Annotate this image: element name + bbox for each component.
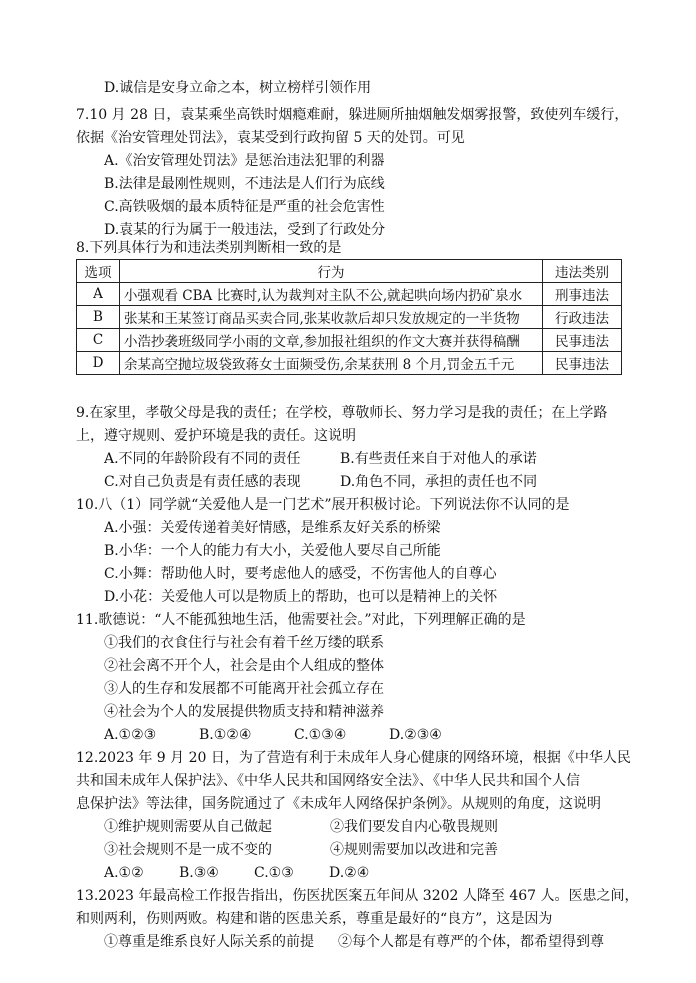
table-row [77, 283, 622, 306]
q12-stem-line2: 共和国未成年人保护法》、《中华人民共和国网络安全法》、《中华人民共和国个人信 [76, 773, 580, 789]
q12-stem-line3: 息保护法》等法律，国务院通过了《未成年人网络保护条例》。从规则的角度，这说明 [76, 796, 601, 812]
header-cell: 违法类别 [543, 260, 622, 283]
header-cell: 行为 [120, 260, 543, 283]
table-row [77, 329, 622, 352]
table-cell: 小浩抄袭班级同学小雨的文章,参加报社组织的作文大赛并获得稿酬 [120, 329, 543, 352]
table-cell: C [77, 329, 120, 352]
q12-options [104, 863, 404, 883]
q7-stem-line2: 依据《治安管理处罚法》，袁某受到行政拘留 5 天的处罚。可见 [76, 130, 465, 146]
q8-table [76, 259, 622, 375]
q11-option-b: B.①②④ [199, 727, 252, 743]
q12-option-b: B.③④ [179, 865, 219, 881]
q13-stem-line1: 13.2023 年最高检工作报告指出，伤医扰医案五年间从 3202 人降至 467 人。医患之间， [76, 888, 639, 904]
q9-option-c: C.对自己负责是有责任感的表现 [104, 474, 301, 490]
table-cell: A [77, 283, 120, 306]
q9-stem-line1: 9.在家里，孝敬父母是我的责任；在学校，尊敬师长、努力学习是我的责任；在上学路 [76, 405, 608, 421]
q12-statement-1: ①维护规则需要从自己做起 [104, 819, 272, 835]
q7-option-a: A.《治安管理处罚法》是惩治违法犯罪的利器 [104, 153, 385, 169]
q11-option-c: C.①③④ [294, 727, 347, 743]
q9-option-a: A.不同的年龄阶段有不同的责任 [104, 451, 301, 467]
table-cell: 民事违法 [543, 329, 622, 352]
q7-option-c: C.高铁吸烟的最本质特征是严重的社会危害性 [104, 199, 385, 215]
q11-statement-1: ①我们的衣食住行与社会有着千丝万缕的联系 [104, 635, 384, 651]
q13-statement-2: ②每个人都是有尊严的个体，都希望得到尊 [338, 934, 604, 950]
q11-stem: 11.歌德说：“人不能孤独地生活，他需要社会。”对此，下列理解正确的是 [76, 612, 526, 628]
q9-option-b: B.有些责任来自于对他人的承诺 [340, 451, 537, 467]
q11-statement-2: ②社会离不开个人，社会是由个人组成的整体 [104, 658, 384, 674]
q12-statement-2: ②我们要发自内心敬畏规则 [330, 819, 498, 835]
table-cell: 小强观看 CBA 比赛时,认为裁判对主队不公,就起哄向场内扔矿泉水 [120, 283, 543, 306]
q10-option-d: D.小花：关爱他人可以是物质上的帮助，也可以是精神上的关怀 [104, 589, 498, 605]
q12-option-d: D.②④ [329, 865, 370, 881]
q12-option-c: C.①③ [254, 865, 294, 881]
table-cell: 刑事违法 [543, 283, 622, 306]
q7-option-d: D.袁某的行为属于一般违法，受到了行政处分 [104, 222, 386, 238]
q10-stem: 10.八（1）同学就“关爱他人是一门艺术”展开积极讨论。下列说法你不认同的是 [76, 497, 570, 513]
q10-option-b: B.小华：一个人的能力有大小，关爱他人要尽自己所能 [104, 543, 441, 559]
header-cell: 选项 [77, 260, 120, 283]
q12-stem-line1: 12.2023 年 9 月 20 日，为了营造有利于未成年人身心健康的网络环境，根据《中华人民 [76, 750, 631, 766]
q10-option-a: A.小强：关爱传递着美好情感，是维系友好关系的桥梁 [104, 520, 441, 536]
table-header-row [77, 260, 622, 283]
table-cell: B [77, 306, 120, 329]
q9-option-d: D.角色不同，承担的责任也不同 [340, 474, 538, 490]
table-cell: 行政违法 [543, 306, 622, 329]
q11-statement-4: ④社会为个人的发展提供物质支持和精神滋养 [104, 704, 384, 720]
table-row [77, 306, 622, 329]
table-row [77, 352, 622, 375]
q13-statement-1: ①尊重是维系良好人际关系的前提 [104, 934, 314, 950]
q13-stem-line2: 和则两利，伤则两败。构建和谐的医患关系，尊重是最好的“良方”，这是因为 [76, 911, 553, 927]
q11-options [104, 725, 484, 745]
q12-statement-4: ④规则需要加以改进和完善 [330, 842, 498, 858]
table-cell: 张某和王某签订商品买卖合同,张某收款后却只发放规定的一半货物 [120, 306, 543, 329]
table-cell: D [77, 352, 120, 375]
q7-stem-line1: 7.10 月 28 日，袁某乘坐高铁时烟瘾难耐，躲进厕所抽烟触发烟雾报警，致使列车缓行， [76, 107, 629, 123]
table-cell: 余某高空抛垃圾袋致蒋女士面频受伤,余某获刑 8 个月,罚金五千元 [120, 352, 543, 375]
q11-statement-3: ③人的生存和发展都不可能离开社会孤立存在 [104, 681, 384, 697]
q12-statement-3: ③社会规则不是一成不变的 [104, 842, 272, 858]
q11-option-d: D.②③④ [389, 727, 442, 743]
q12-option-a: A.①② [104, 865, 144, 881]
q11-option-a: A.①②③ [104, 727, 157, 743]
q10-option-c: C.小舞：帮助他人时，要考虑他人的感受，不伤害他人的自尊心 [104, 566, 497, 582]
q6-option-d: D.诚信是安身立命之本，树立榜样引领作用 [104, 80, 372, 96]
q8-stem: 8.下列具体行为和违法类别判断相一致的是 [76, 240, 342, 256]
q9-stem-line2: 上，遵守规则、爱护环境是我的责任。这说明 [76, 428, 356, 444]
table-cell: 民事违法 [543, 352, 622, 375]
q7-option-b: B.法律是最刚性规则，不违法是人们行为底线 [104, 176, 385, 192]
